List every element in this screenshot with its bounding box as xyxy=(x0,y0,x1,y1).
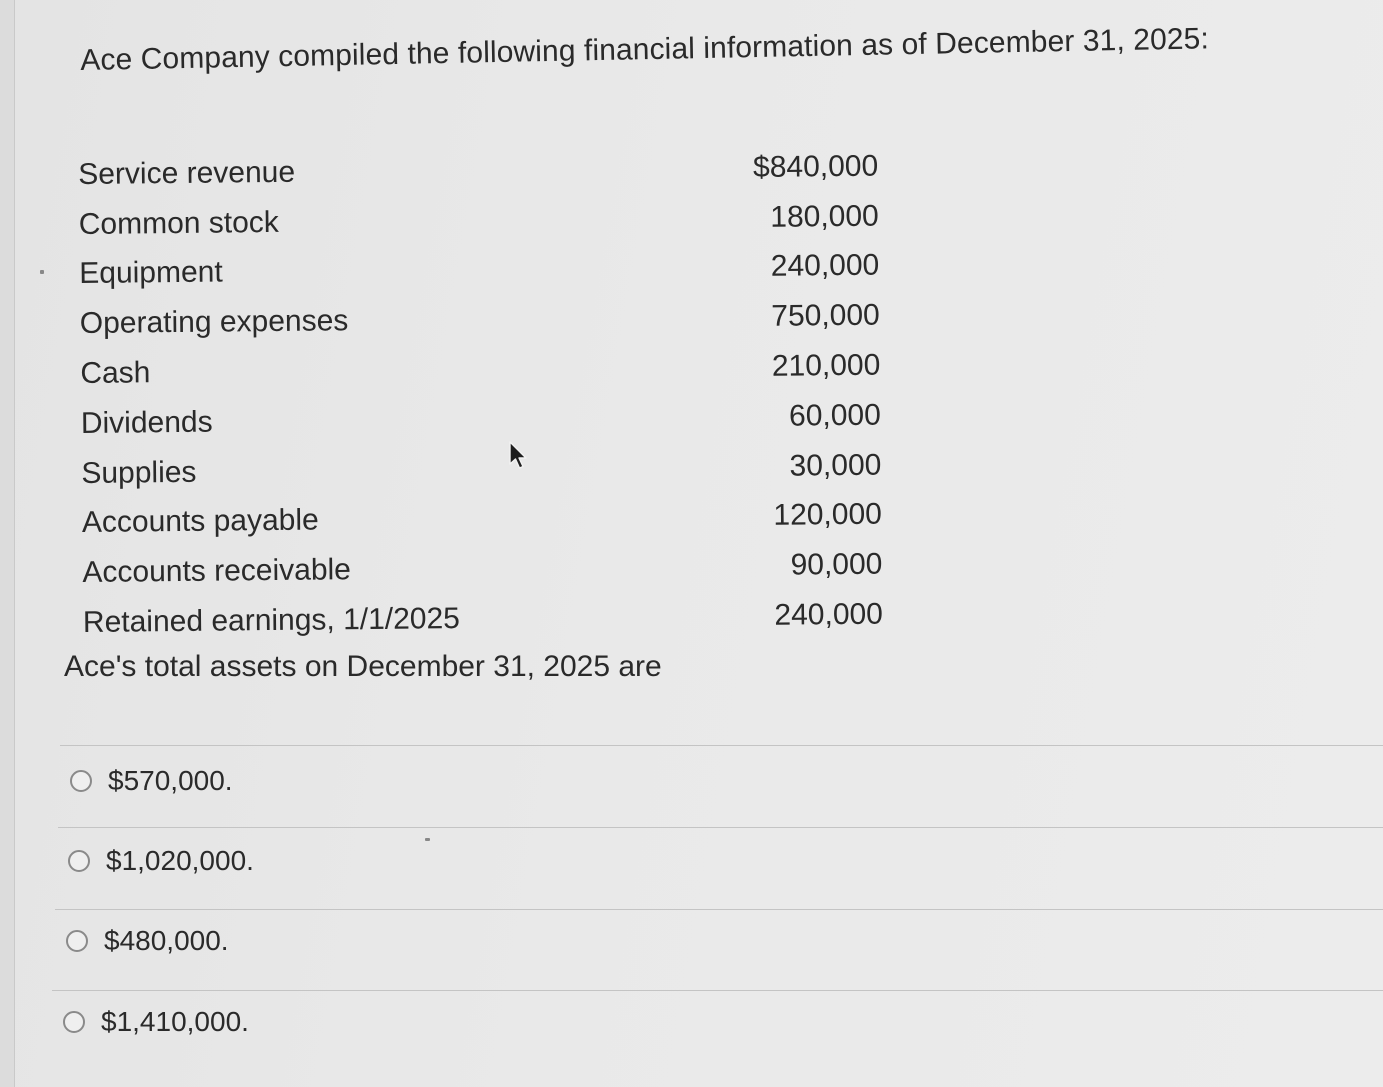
data-label: Accounts payable xyxy=(81,503,319,540)
data-row-service-revenue xyxy=(78,142,878,200)
data-label: Common stock xyxy=(78,205,280,241)
data-row-supplies xyxy=(81,440,881,498)
data-row-equipment xyxy=(79,241,879,299)
data-value: 180,000 xyxy=(770,199,879,234)
radio-button-icon[interactable] xyxy=(63,1011,85,1033)
question-text: Ace Company compiled the following financial information as of December 31, 2025: xyxy=(80,22,1210,77)
answer-option-1[interactable] xyxy=(70,765,233,797)
answer-option-label: $570,000. xyxy=(108,765,233,796)
dust-speck xyxy=(425,838,430,841)
data-value: 210,000 xyxy=(771,348,881,383)
data-row-dividends xyxy=(81,391,881,449)
answer-option-label: $480,000. xyxy=(104,925,229,956)
data-label: Dividends xyxy=(80,405,213,440)
data-label: Cash xyxy=(80,356,151,391)
data-label: Accounts receivable xyxy=(82,553,352,590)
answer-option-4[interactable] xyxy=(63,1006,249,1038)
radio-button-icon[interactable] xyxy=(70,770,92,792)
data-value: $840,000 xyxy=(752,149,879,184)
data-label: Supplies xyxy=(81,455,197,490)
mouse-cursor-icon xyxy=(508,440,530,474)
radio-button-icon[interactable] xyxy=(68,850,90,872)
dust-speck xyxy=(40,270,44,274)
radio-button-icon[interactable] xyxy=(66,930,88,952)
data-row-accounts-receivable xyxy=(82,540,882,598)
data-value: 240,000 xyxy=(770,249,880,284)
data-value: 750,000 xyxy=(771,298,880,334)
data-row-common-stock xyxy=(79,191,879,249)
data-value: 120,000 xyxy=(773,498,883,533)
page-edge xyxy=(14,0,15,1087)
data-row-cash xyxy=(80,341,880,399)
data-row-accounts-payable xyxy=(82,490,882,548)
answer-option-2[interactable] xyxy=(68,845,254,877)
divider xyxy=(60,745,1383,746)
data-row-operating-expenses xyxy=(80,291,880,349)
answer-option-label: $1,410,000. xyxy=(101,1006,249,1037)
financial-data-table xyxy=(78,142,883,648)
data-label: Retained earnings, 1/1/2025 xyxy=(82,602,461,640)
divider xyxy=(52,990,1383,991)
divider xyxy=(55,909,1383,910)
data-value: 240,000 xyxy=(774,597,884,632)
data-label: Service revenue xyxy=(78,155,296,191)
question-prompt: Ace's total assets on December 31, 2025 are xyxy=(64,650,662,683)
data-value: 30,000 xyxy=(789,448,882,483)
answer-option-3[interactable] xyxy=(66,925,229,957)
data-value: 90,000 xyxy=(790,547,883,582)
data-label: Equipment xyxy=(79,255,223,291)
data-value: 60,000 xyxy=(788,398,881,433)
answer-option-label: $1,020,000. xyxy=(106,845,254,876)
data-row-retained-earnings xyxy=(83,590,883,648)
data-label: Operating expenses xyxy=(79,304,349,341)
divider xyxy=(58,827,1383,828)
